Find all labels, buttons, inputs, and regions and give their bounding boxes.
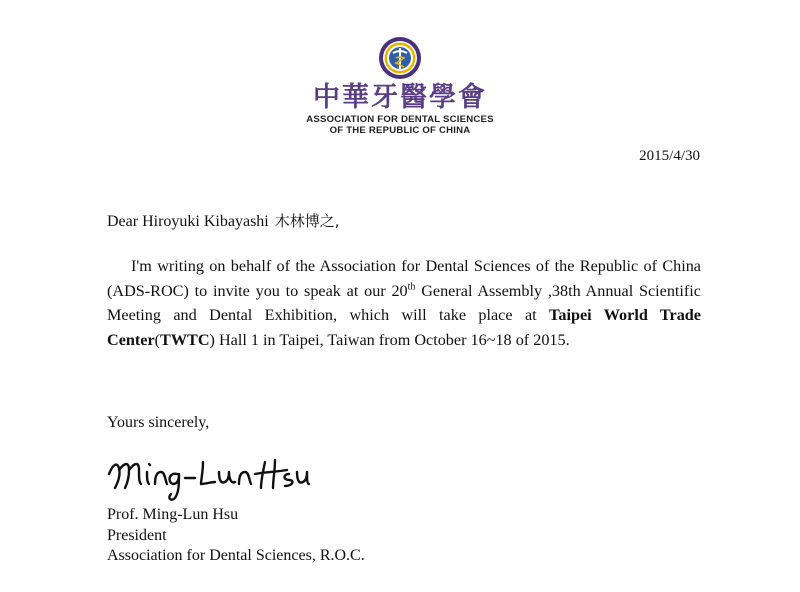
org-name-english-line2: OF THE REPUBLIC OF CHINA [329,125,471,136]
signer-name: Prof. Ming-Lun Hsu [107,506,239,523]
letterhead [0,36,800,136]
handwritten-signature [105,454,310,502]
salutation-name: Dear Hiroyuki Kibayashi [107,213,269,230]
venue-abbreviation: TWTC [160,330,210,349]
paragraph-text-2: General Assembly ,38th Annual Scientific Meeting and Dental Exhibition, which will take place at [107,281,701,324]
signature-block [107,505,365,567]
closing-line: Yours sincerely, [107,414,210,431]
org-name-english-line1: ASSOCIATION FOR DENTAL SCIENCES [306,114,494,125]
invitation-paragraph [107,254,701,352]
org-name-chinese: 中華牙醫學會 [313,82,487,113]
signer-organization: Association for Dental Sciences, R.O.C. [107,547,365,564]
paragraph-text-4: ) Hall 1 in Taipei, Taiwan from October 16~18 of 2015. [209,330,570,349]
signer-title: President [107,526,167,544]
paragraph-text-3: ( [154,330,161,349]
ordinal-suffix: th [407,281,416,293]
salutation [107,210,340,231]
letter-date: 2015/4/30 [639,148,700,164]
salutation-name-cjk: 木林博之, [274,212,340,230]
dental-association-seal-icon [378,36,422,80]
paragraph-text-1: I'm writing on behalf of the Association for Dental Sciences of the Republic of China (ADS-ROC) to invite you to speak at our 20 [107,257,701,300]
venue-name: Taipei World Trade Center [107,306,701,349]
